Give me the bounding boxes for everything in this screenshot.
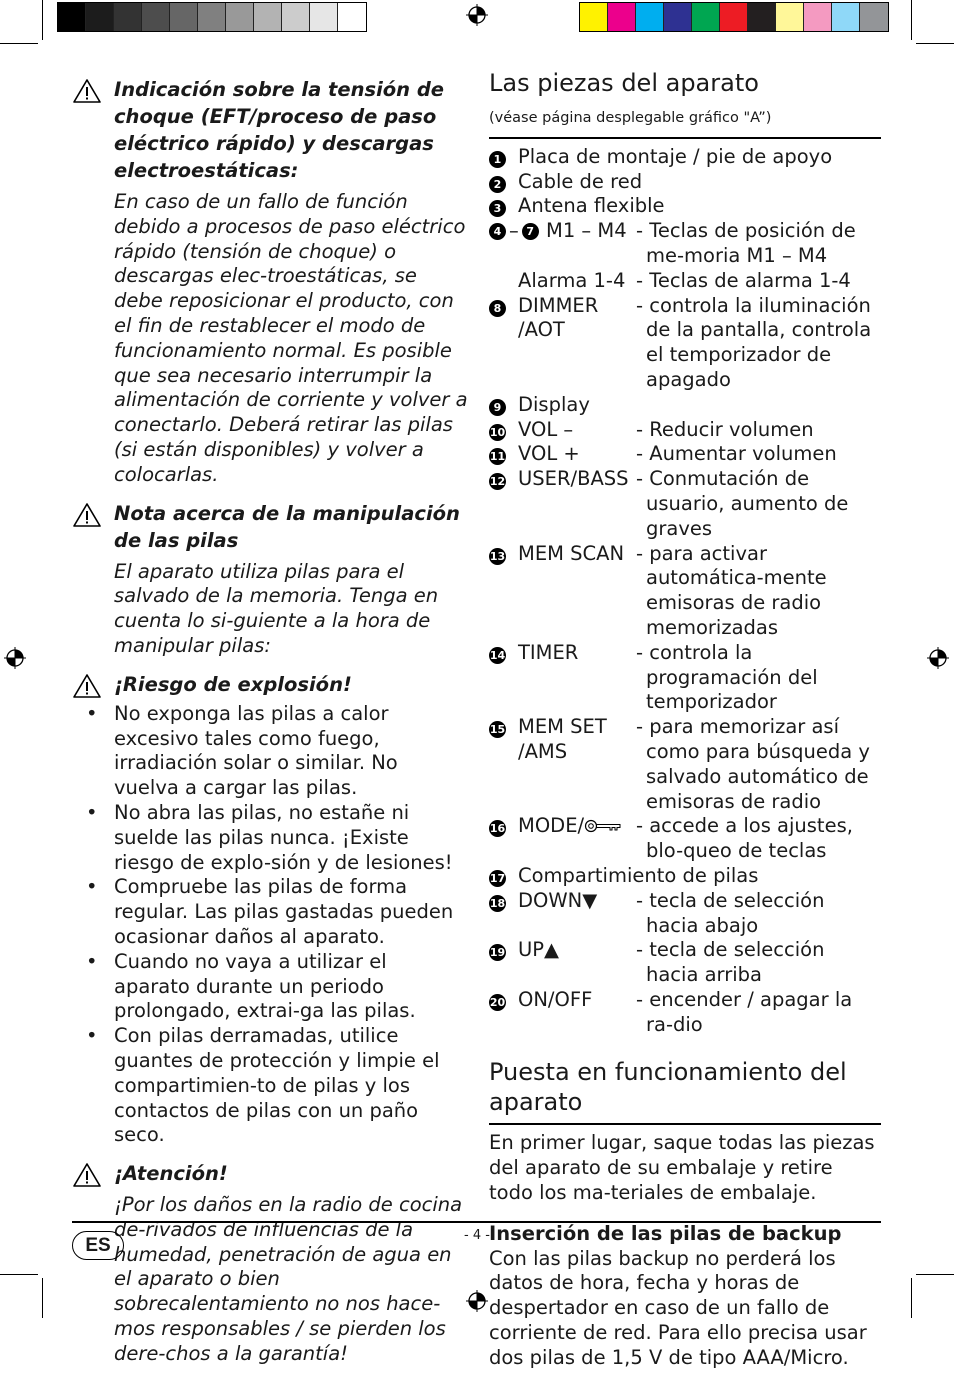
- item-description: - Reducir volumen: [636, 417, 814, 441]
- registration-mark-left: [4, 647, 26, 669]
- item-description: - Aumentar volumen: [636, 442, 837, 466]
- crop-mark: [911, 0, 912, 40]
- item-label: MODE/: [518, 814, 585, 838]
- item-number: 7: [522, 223, 539, 240]
- item-number: 9: [489, 399, 506, 416]
- list-item: [489, 418, 881, 443]
- warning-body: ¡Por los daños en la radio de cocina de-rivados de influencias de la humedad, penetración de agua en el aparato o bien sobrecalentamiento no nos hace-mos responsables / se pierden los dere-chos a la garantía!: [114, 1193, 463, 1365]
- battery-subheading: Inserción de las pilas de backup: [489, 1221, 842, 1245]
- warning-triangle-icon: [72, 673, 102, 699]
- item-label: MEM SET /AMS: [518, 715, 607, 763]
- item-number: 15: [489, 723, 506, 737]
- crop-mark: [42, 1278, 43, 1318]
- warning-triangle-icon: [72, 1162, 102, 1188]
- item-number: 4: [489, 223, 506, 240]
- list-item: [489, 467, 881, 541]
- color-swatch: [608, 3, 636, 31]
- color-swatch: [720, 3, 748, 31]
- registration-mark-bottom: [466, 1290, 488, 1312]
- left-column: [72, 76, 468, 1373]
- item-number: 10: [489, 425, 506, 439]
- list-item: [489, 715, 881, 814]
- parts-subtitle: (véase página desplegable gráfico "A”): [489, 110, 772, 126]
- key-icon: [584, 819, 622, 833]
- registration-mark-right: [927, 647, 949, 669]
- item-description: - controla la programación del temporizador: [636, 640, 818, 714]
- item-number: 12: [489, 475, 506, 489]
- color-swatch: [636, 3, 664, 31]
- item-number: 1: [489, 151, 506, 168]
- item-label: TIMER: [518, 640, 579, 664]
- item-number: 17: [489, 871, 506, 885]
- warning-title: ¡Riesgo de explosión!: [114, 672, 352, 696]
- crop-mark: [0, 1274, 38, 1275]
- color-swatch: [664, 3, 692, 31]
- item-label: Cable de red: [518, 169, 643, 193]
- color-swatch: [804, 3, 832, 31]
- warning-explosion: [72, 671, 468, 698]
- list-item: [489, 145, 881, 170]
- list-item: [489, 194, 881, 219]
- item-label: VOL –: [518, 417, 574, 441]
- color-swatch: [776, 3, 804, 31]
- parts-list: [489, 145, 881, 1038]
- crop-mark: [916, 43, 954, 44]
- item-label: Compartimiento de pilas: [518, 863, 759, 887]
- crop-mark: [0, 43, 38, 44]
- warning-title: ¡Atención!: [114, 1162, 228, 1186]
- crop-mark: [42, 0, 43, 40]
- list-item: [489, 269, 881, 294]
- gray-swatch: [114, 3, 142, 31]
- item-label: DOWN▼: [518, 888, 598, 912]
- item-number: 19: [489, 946, 506, 960]
- gray-swatch: [198, 3, 226, 31]
- item-label: MEM SCAN: [518, 541, 625, 565]
- warning-triangle-icon: [72, 502, 102, 528]
- item-description: - para activar automática-mente emisoras de radio memorizadas: [636, 541, 827, 639]
- item-description: - para memorizar así como para búsqueda y salvado automático de emisoras de radio: [636, 715, 870, 813]
- warning-battery-handling: [72, 500, 468, 659]
- item-label: DIMMER /AOT: [518, 293, 599, 342]
- item-label: Antena flexible: [518, 194, 665, 218]
- gray-swatch: [338, 3, 366, 31]
- gray-swatch: [310, 3, 338, 31]
- color-swatch: [580, 3, 608, 31]
- item-number: 11: [489, 450, 506, 464]
- list-item: [489, 170, 881, 195]
- item-label: USER/BASS: [518, 467, 629, 491]
- item-number: 8: [489, 300, 506, 317]
- warning-attention: [72, 1160, 468, 1367]
- item-number: 16: [489, 822, 506, 836]
- gray-swatch: [226, 3, 254, 31]
- item-number: 18: [489, 896, 506, 910]
- item-label: M1 – M4: [546, 219, 627, 243]
- cmyk-colorbar: [579, 2, 889, 32]
- page-number: - 4 -: [464, 1228, 490, 1243]
- list-item: • Compruebe las pilas de forma regular. Las pilas gastadas pueden ocasionar daños al aparato.: [72, 875, 468, 949]
- list-item: • No exponga las pilas a calor excesivo tales como fuego, irradiación solar o similar. No vuelva a cargar las pilas.: [72, 702, 468, 801]
- list-item: [489, 393, 881, 418]
- item-description: - Teclas de posición de me-moria M1 – M4: [636, 219, 856, 267]
- list-item: • Con pilas derramadas, utilice guantes de protección y limpie el compartimien-to de pilas y los contactos de pilas con un paño seco.: [72, 1024, 468, 1148]
- color-swatch: [860, 3, 888, 31]
- item-label: VOL +: [518, 442, 580, 466]
- color-swatch: [832, 3, 860, 31]
- item-description: - Conmutación de usuario, aumento de graves: [636, 467, 849, 540]
- warning-triangle-icon: [72, 78, 102, 104]
- gray-swatch: [170, 3, 198, 31]
- list-item: [489, 219, 881, 269]
- grayscale-colorbar: [57, 2, 367, 32]
- item-description: - Teclas de alarma 1-4: [636, 268, 851, 292]
- warning-body: En caso de un fallo de función debido a procesos de paso eléctrico rápido (tensión de choque) o descargas elec-troestáticas, se debe reposicionar el producto, con el fin de restablecer el modo de funcionamiento normal. Es posible que sea necesario interrumpir la alimentación de corriente y volver a conectarlo. Deberá retirar las pilas (si están disponibles) y volver a colocarlas.: [114, 190, 468, 486]
- item-number: 3: [489, 200, 506, 217]
- crop-mark: [916, 1274, 954, 1275]
- item-label: Placa de montaje / pie de apoyo: [518, 144, 833, 168]
- gray-swatch: [254, 3, 282, 31]
- range-dash: –: [509, 219, 519, 243]
- gray-swatch: [282, 3, 310, 31]
- crop-mark: [911, 1278, 912, 1318]
- battery-body: Con las pilas backup no perderá los datos de hora, fecha y horas de despertador en caso de un fallo de corriente de red. Para ello precisa usar dos pilas de 1,5 V de tipo AAA/Micro.: [489, 1246, 867, 1369]
- color-swatch: [692, 3, 720, 31]
- list-item: [489, 889, 881, 939]
- item-description: - encender / apagar la ra-dio: [636, 987, 853, 1036]
- list-item: [489, 542, 881, 641]
- list-item: [489, 814, 881, 864]
- list-item: • No abra las pilas, no estañe ni suelde las pilas nunca. ¡Existe riesgo de explo-sión y de lesiones!: [72, 801, 468, 875]
- color-swatch: [748, 3, 776, 31]
- list-item: [489, 442, 881, 467]
- list-item: [489, 864, 881, 889]
- item-label: Alarma 1-4: [518, 268, 626, 292]
- language-badge: ES: [72, 1231, 124, 1260]
- item-label-with-icon: [518, 814, 636, 864]
- setup-intro: En primer lugar, saque todas las piezas del aparato de su embalaje y retire todo los ma-teriales de embalaje.: [489, 1131, 875, 1205]
- section-divider: [489, 1123, 881, 1125]
- item-description: - tecla de selección hacia abajo: [636, 888, 825, 937]
- right-column: [489, 68, 881, 1371]
- list-item: • Cuando no vaya a utilizar el aparato durante un periodo prolongado, extrai-ga las pilas.: [72, 950, 468, 1024]
- list-item: [489, 294, 881, 393]
- item-number: 20: [489, 995, 506, 1009]
- list-item: [489, 988, 881, 1038]
- item-label: ON/OFF: [518, 987, 593, 1011]
- item-description: - controla la iluminación de la pantalla, controla el temporizador de apagado: [636, 293, 872, 391]
- item-number: 13: [489, 549, 506, 563]
- warning-eft: [72, 76, 468, 488]
- warning-title: Indicación sobre la tensión de choque (EFT/proceso de paso eléctrico rápido) y descargas electroestáticas:: [114, 78, 445, 182]
- gray-swatch: [142, 3, 170, 31]
- item-description: - tecla de selección hacia arriba: [636, 938, 825, 987]
- item-number: 14: [489, 648, 506, 662]
- list-item: [489, 641, 881, 715]
- gray-swatch: [58, 3, 86, 31]
- item-label: UP▲: [518, 938, 560, 962]
- section-divider: [489, 137, 881, 139]
- parts-heading: Las piezas del aparato: [489, 69, 759, 97]
- warning-title: Nota acerca de la manipulación de las pilas: [114, 501, 460, 552]
- warning-body: El aparato utiliza pilas para el salvado de la memoria. Tenga en cuenta lo si-guiente a la hora de manipular pilas:: [114, 559, 439, 657]
- footer-divider: [72, 1221, 881, 1223]
- item-label: Display: [518, 392, 590, 416]
- setup-heading: Puesta en funcionamiento del aparato: [489, 1058, 847, 1117]
- item-number: 2: [489, 176, 506, 193]
- gray-swatch: [86, 3, 114, 31]
- item-description: - accede a los ajustes, blo-queo de teclas: [636, 814, 853, 863]
- list-item: [489, 938, 881, 988]
- registration-mark-top: [466, 4, 488, 26]
- battery-safety-list: [72, 702, 468, 1148]
